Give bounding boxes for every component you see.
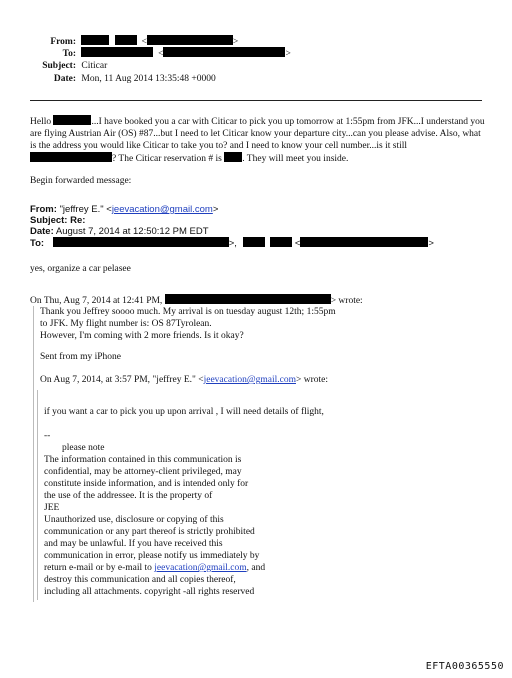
redaction-block <box>165 294 331 304</box>
fwd-from-email-link[interactable]: jeevacation@gmail.com <box>111 204 213 215</box>
redaction-block <box>53 237 229 247</box>
fwd-from-row: From: "jeffrey E." <jeevacation@gmail.com> <box>30 204 219 215</box>
quote1-line: However, I'm coming with 2 more friends. Is it okay? <box>40 331 244 341</box>
body-text-2: ? The Citicar reservation # is <box>112 154 222 164</box>
quote2-intro: On Aug 7, 2014, at 3:57 PM, "jeffrey E." <jeevacation@gmail.com> wrote: <box>40 375 328 385</box>
fwd-subject-value: Re: <box>70 215 86 226</box>
redaction-block <box>270 237 292 247</box>
fwd-from-label: From: <box>30 204 57 215</box>
header-to-row: To: < > <box>0 47 291 60</box>
disclaimer-line: including all attachments. copyright -all rights reserved <box>44 587 255 597</box>
disclaimer-line: constitute inside information, and is intended only for <box>44 479 249 489</box>
header-divider <box>30 100 482 101</box>
quote1-line: to JFK. My flight number is: OS 87Tyrolean. <box>40 319 212 329</box>
redaction-block <box>147 35 233 45</box>
disclaimer-line: the use of the addressee. It is the property of <box>44 491 213 501</box>
disclaimer-line: destroy this communication and all copies thereof, <box>44 575 236 585</box>
redaction-block <box>163 47 285 57</box>
quote1-intro: On Thu, Aug 7, 2014 at 12:41 PM, > wrote: <box>30 296 363 306</box>
fwd-date-value: August 7, 2014 at 12:50:12 PM EDT <box>55 226 209 237</box>
disclaimer-line: communication in error, please notify us immediately by <box>44 551 260 561</box>
to-label: To: <box>62 49 76 59</box>
header-subject-row <box>0 60 107 72</box>
fwd-from-name: "jeffrey E." < <box>59 204 112 215</box>
redaction-block <box>115 35 137 45</box>
disclaimer-line-email: return e-mail or by e-mail to jeevacation@gmail.com, and <box>44 563 266 573</box>
fwd-subject-label: Subject: <box>30 215 68 226</box>
subject-label: Subject: <box>42 61 76 71</box>
document-id-footer: EFTA00365550 <box>425 661 504 672</box>
quote2-email-link[interactable]: jeevacation@gmail.com <box>203 375 296 385</box>
quote2-message: if you want a car to pick you up upon arrival , I will need details of flight, <box>44 407 324 417</box>
redaction-block <box>81 35 109 45</box>
quote-bar <box>33 306 34 602</box>
redaction-block <box>53 115 91 125</box>
reply-text: yes, organize a car pelasee <box>30 264 131 274</box>
date-value: Mon, 11 Aug 2014 13:35:48 +0000 <box>81 74 216 84</box>
redaction-block <box>224 152 242 162</box>
disclaimer-email-link[interactable]: jeevacation@gmail.com <box>154 563 247 573</box>
please-note: please note <box>62 443 105 453</box>
body-paragraph <box>30 115 485 165</box>
quote1-line: Thank you Jeffrey soooo much. My arrival is on tuesday august 12th; 1:55pm <box>40 307 336 317</box>
from-label: From: <box>50 37 76 47</box>
redaction-block <box>300 237 428 247</box>
date-label: Date: <box>53 74 76 84</box>
fwd-to-label: To: <box>30 238 45 249</box>
redaction-block <box>81 47 153 57</box>
body-text-1: ...I have booked you a car with Citicar to pick you up tomorrow at 1:55pm from JFK...I understand you are flying Austrian Air (OS) #87...but I need to let Citicar know your departure city...can you please advise. Also, what is the address you would like Citicar to take you to? and I need to know your cell number...is it still <box>30 117 485 151</box>
quote-bar-inner <box>37 390 38 600</box>
fwd-to-row: To: >, < > <box>30 238 434 249</box>
disclaimer-line: and may be unlawful. If you have received this <box>44 539 223 549</box>
fwd-date-label: Date: <box>30 226 54 237</box>
header-date-row <box>0 73 216 85</box>
signature-separator: -- <box>44 431 51 441</box>
header-from-row: From: < > <box>0 35 238 48</box>
disclaimer-line: communication or any part thereof is strictly prohibited <box>44 527 255 537</box>
disclaimer-line: JEE <box>44 503 60 513</box>
disclaimer-line: The information contained in this communication is <box>44 455 242 465</box>
subject-value: Citicar <box>81 61 108 71</box>
redaction-block <box>243 237 265 247</box>
greeting: Hello <box>30 117 52 127</box>
body-text-3: . They will meet you inside. <box>242 154 349 164</box>
sent-from: Sent from my iPhone <box>40 352 122 362</box>
redaction-block <box>30 152 112 162</box>
disclaimer-line: confidential, may be attorney-client privileged, may <box>44 467 242 477</box>
disclaimer-line: Unauthorized use, disclosure or copying of this <box>44 515 224 525</box>
begin-forwarded: Begin forwarded message: <box>30 176 132 186</box>
